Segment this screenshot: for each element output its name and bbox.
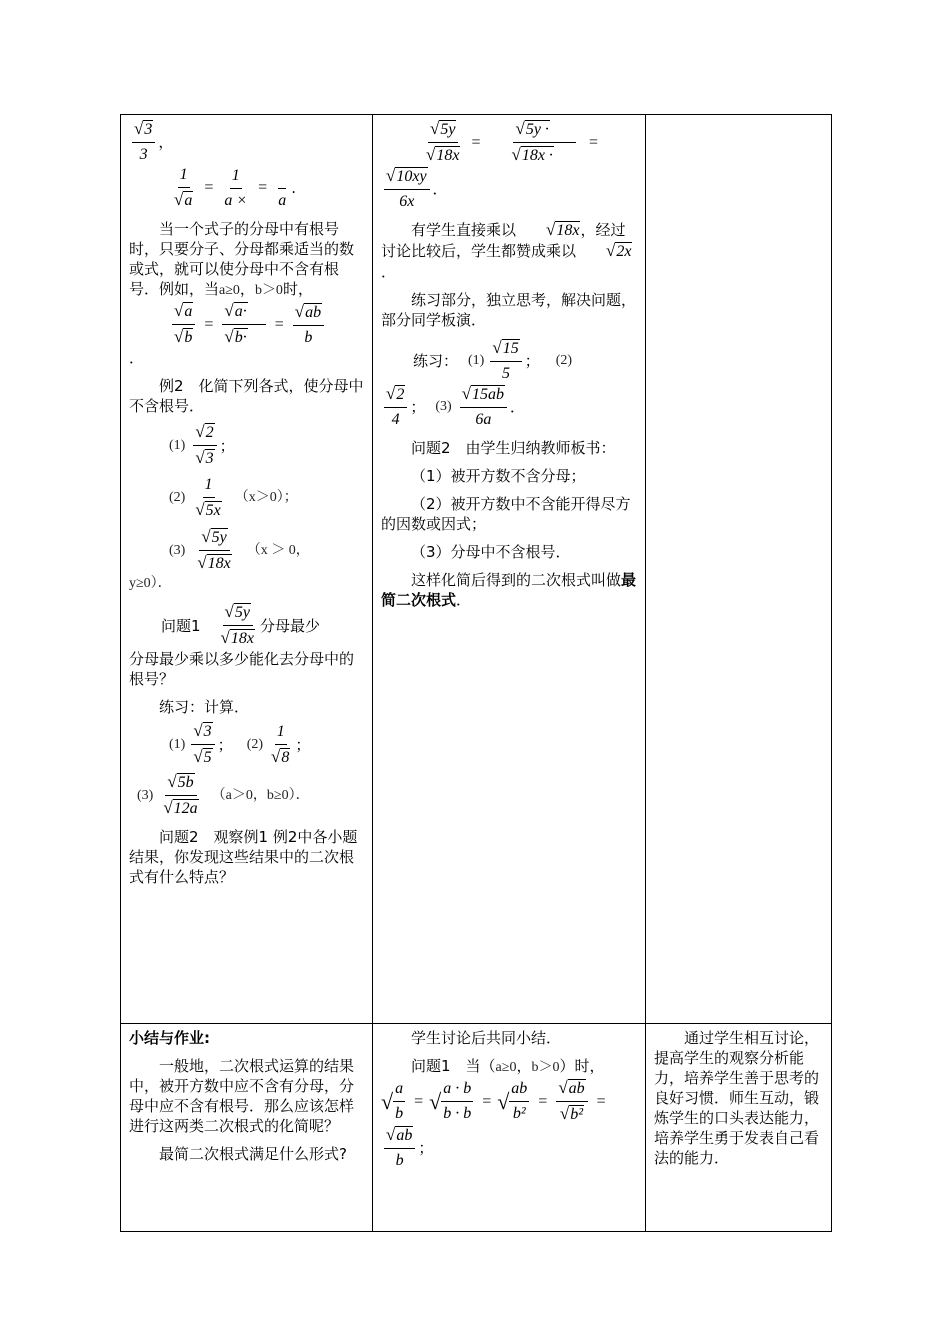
question-2-summary: 问题2 由学生归纳教师板书： bbox=[411, 439, 616, 457]
paragraph: 学生讨论后共同小结． bbox=[411, 1029, 562, 1047]
practice-text: 练习部分，独立思考，解决问题，部分同学板演． bbox=[381, 291, 637, 329]
math-calc-result: $\frac{√10xy}{6x}$ ． bbox=[386, 166, 448, 210]
practice-label: 练习：计算． bbox=[159, 698, 250, 716]
cell-summary-activity bbox=[373, 1024, 646, 1232]
table-row bbox=[121, 115, 832, 1024]
math-calc: $\frac{√5y}{√18x}$ = $\frac{√5y \cdot}{√18x \cdot}$ = bbox=[426, 119, 598, 164]
paragraph: 最简二次根式满足什么形式? bbox=[159, 1145, 347, 1163]
rule-item: （3）分母中不含根号． bbox=[411, 543, 571, 561]
practice-answers: 练习： (1) $\frac{√15}{5}$ ； (2) bbox=[413, 338, 573, 382]
practice-items: (1) $\frac{√3}{√5}$ ； (2) $\frac{1}{√8}$ ； bbox=[169, 721, 311, 766]
example-item: (3) $\frac{√5y}{√18x}$ （x ＞ 0， bbox=[169, 527, 310, 572]
period: ． bbox=[129, 349, 145, 367]
cell-summary bbox=[121, 1024, 373, 1232]
practice-item-3: (3) $\frac{√5b}{√12a}$ （a＞0，b≥0）． bbox=[137, 772, 310, 817]
multiply-text: 有学生直接乘以 √18x，经过讨论比较后，学生都赞成乘以 √2x． bbox=[381, 220, 632, 281]
question-1: 问题1 $\frac{√5y}{√18x}$ 分母最少 bbox=[161, 602, 321, 647]
design-intent: 通过学生相互讨论，提高学生的观察分析能力，培养学生善于思考的良好习惯．师生互动，锻炼学生的口头表达能力，培养学生勇于发表自己看法的能力． bbox=[654, 1029, 820, 1167]
rule-item: （1）被开方数不含分母； bbox=[411, 467, 586, 485]
example-2-title: 例2 化简下列各式，使分母中不含根号． bbox=[129, 377, 364, 415]
math-example: $\frac{√a}{√b}$ = $\frac{√a\cdot}{√b\cdot}$ = $\frac{√ab}{b}$ bbox=[129, 301, 365, 348]
summary-title: 小结与作业: bbox=[129, 1029, 210, 1047]
conclusion: 这样化简后得到的二次根式叫做最简二次根式． bbox=[381, 571, 637, 609]
practice-answers-2: $\frac{√2}{4}$ ； (3) $\frac{√15ab}{6a}$ ． bbox=[386, 384, 526, 428]
cell-summary-intent bbox=[646, 1024, 832, 1232]
question-1-text: 分母最少乘以多少能化去分母中的根号？ bbox=[129, 650, 355, 688]
example-item: (1) $\frac{√2}{√3}$ ； bbox=[169, 422, 235, 467]
question-2: 问题2 观察例1 例2中各小题结果，你发现这些结果中的二次根式有什么特点？ bbox=[129, 828, 358, 886]
math-fraction: $\frac{√3}{3}$ ， bbox=[134, 119, 174, 163]
example-item: (2) $\frac{1}{√5x}$ （x＞0）； bbox=[169, 476, 298, 519]
example-condition: y≥0）． bbox=[129, 576, 172, 591]
paragraph: 当一个式子的分母中有根号时，只要分子、分母都乘适当的数或式，就可以使分母中不含有根号．例如，当a≥0，b＞0时， bbox=[129, 220, 355, 298]
question-1-summary: 问题1 当（a≥0，b＞0）时， bbox=[411, 1057, 605, 1075]
cell-content bbox=[121, 115, 373, 1024]
cell-activity bbox=[373, 115, 646, 1024]
lesson-plan-table bbox=[120, 114, 832, 1232]
cell-intent bbox=[646, 115, 832, 1024]
table-row bbox=[121, 1024, 832, 1232]
math-chain-result: $\frac{√ab}{b}$ ； bbox=[386, 1125, 434, 1169]
math-chain: √ $\frac{a}{b}$ = √ $\frac{a \cdot b}{b \cdot b}$ = √ $\frac{ab}{\text{b²}}$ = $\frac{√ab}{\text{√b²}}$ = bbox=[381, 1078, 606, 1123]
paragraph: 一般地，二次根式运算的结果中，被开方数中应不含有分母，分母中应不含有根号．那么应该怎样进行这两类二次根式的化简呢？ bbox=[129, 1057, 355, 1135]
rule-item: （2）被开方数中不含能开得尽方的因数或因式； bbox=[381, 495, 631, 533]
math-rationalize: $\frac{1}{√a}$ = $\frac{1}{a \times}$ = a . bbox=[174, 166, 296, 209]
